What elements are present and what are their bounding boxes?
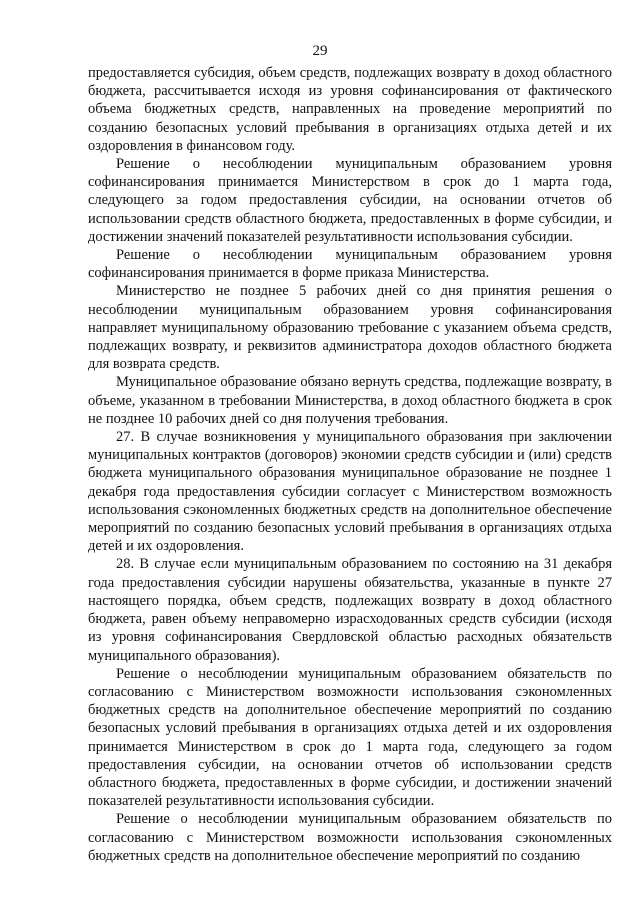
paragraph-obligations-decision-deadline: Решение о несоблюдении муниципальным образованием обязательств по согласованию с Министерством возможности использования сэкономленных бюджетных средств на дополнительное обеспечение мероприятий по созданию безопасных условий пребывания в организациях отдыха детей и их оздоровления принимается Министерством в срок до 1 марта года, следующего за годом предоставления субсидии, на основании отчетов об использовании средств областного бюджета, предоставленных в форме субсидии, и достижении значений показателей результативности использования субсидии. [88, 665, 612, 810]
paragraph-clause-28: 28. В случае если муниципальным образованием по состоянию на 31 декабря года предоставления субсидии нарушены обязательства, указанные в пункте 27 настоящего порядка, объем средств, подлежащих возврату в доход областного бюджета, равен объему неправомерно израсходованных средств субсидии (исходя из уровня софинансирования Свердловской областью расходных обязательств муниципального образования). [88, 556, 612, 664]
paragraph-cofinancing-decision-deadline: Решение о несоблюдении муниципальным образованием уровня софинансирования принимается Министерством в срок до 1 марта года, следующего за годом предоставления субсидии, на основании отчетов об использовании средств областного бюджета, предоставленных в форме субсидии, и достижении значений показателей результативности использования субсидии. [88, 156, 612, 245]
page-number: 29 [312, 43, 328, 59]
paragraph-continuation: предоставляется субсидия, объем средств, подлежащих возврату в доход областного бюджета, рассчитывается исходя из уровня софинансирования от фактического объема бюджетных средств, направленных на проведение мероприятий по созданию безопасных условий пребывания в организациях отдыха детей и их оздоровления в финансовом году. [88, 65, 612, 154]
paragraph-clause-27: 27. В случае возникновения у муниципального образования при заключении муниципальных контрактов (договоров) экономии средств субсидии и (или) средств бюджета муниципального образования муниципальное образование не позднее 1 декабря года предоставления субсидии согласует с Министерством возможность использования сэкономленных бюджетных средств на дополнительное обеспечение мероприятий по созданию безопасных условий пребывания в организациях отдыха детей и их оздоровления. [88, 429, 612, 555]
document-body [88, 64, 612, 865]
paragraph-obligations-decision-continued: Решение о несоблюдении муниципальным образованием обязательств по согласованию с Министерством возможности использования сэкономленных бюджетных средств на дополнительное обеспечение мероприятий по созданию [88, 811, 612, 864]
paragraph-ministry-requirement: Министерство не позднее 5 рабочих дней со дня принятия решения о несоблюдении муниципальным образованием уровня софинансирования направляет муниципальному образованию требование с указанием объема средств, подлежащих возврату, и реквизитов администратора доходов областного бюджета для возврата средств. [88, 283, 612, 373]
paragraph-return-obligation: Муниципальное образование обязано вернуть средства, подлежащие возврату, в объеме, указанном в требовании Министерства, в доход областного бюджета в срок не позднее 10 рабочих дней со дня получения требования. [88, 374, 612, 427]
paragraph-cofinancing-decision-form: Решение о несоблюдении муниципальным образованием уровня софинансирования принимается в форме приказа Министерства. [88, 247, 612, 282]
